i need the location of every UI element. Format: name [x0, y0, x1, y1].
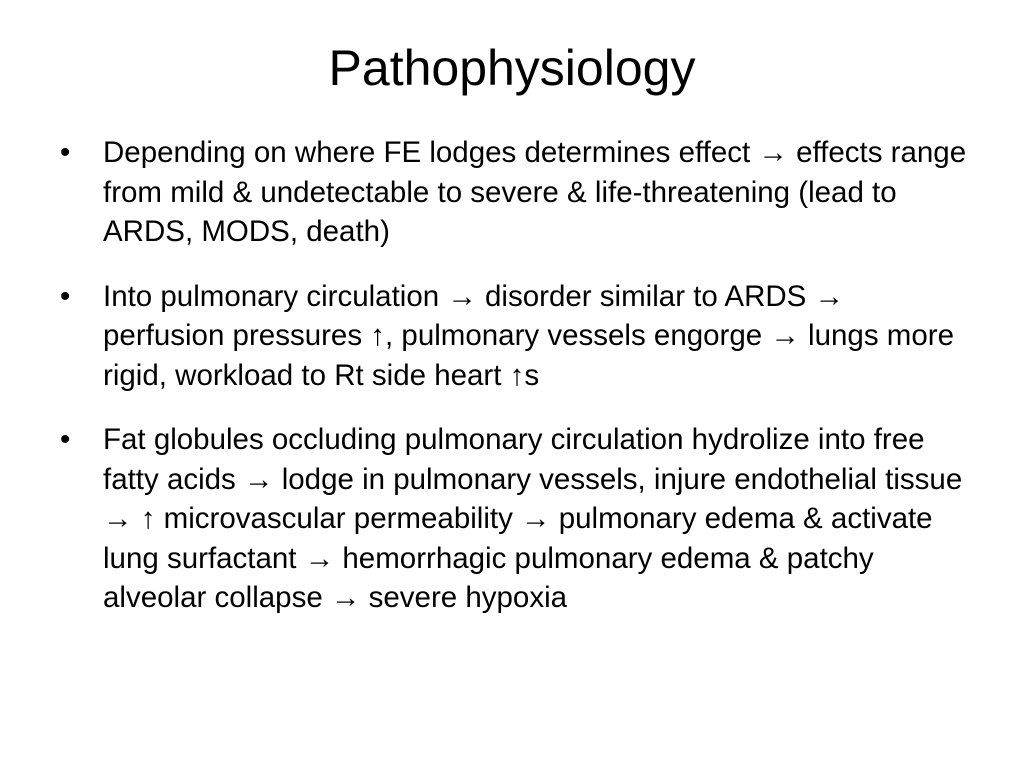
bullet-marker: • — [60, 423, 71, 456]
bullet-text: Depending on where FE lodges determines effect → effects range from mild & undetectable to severe & life-threatening (lead to ARDS, MODS, death) — [103, 136, 967, 248]
bullet-marker: • — [60, 136, 71, 169]
bullet-item — [60, 133, 970, 252]
bullet-item — [60, 277, 970, 396]
bullet-item — [60, 420, 970, 618]
bullet-text: Into pulmonary circulation → disorder similar to ARDS → perfusion pressures ↑, pulmonary vessels engorge → lungs more rigid, workload to Rt side heart ↑s — [103, 279, 954, 392]
bullet-text: Fat globules occluding pulmonary circulation hydrolize into free fatty acids → lodge in pulmonary vessels, injure endothelial tissue → ↑ microvascular permeability → pulmonary edema & activate lung surfactant → hemorrhagic pulmonary edema & patchy alveolar collapse → severe hypoxia — [103, 423, 963, 614]
bullet-marker: • — [60, 279, 71, 313]
slide-title: Pathophysiology — [328, 40, 696, 96]
bullet-list — [60, 133, 970, 643]
